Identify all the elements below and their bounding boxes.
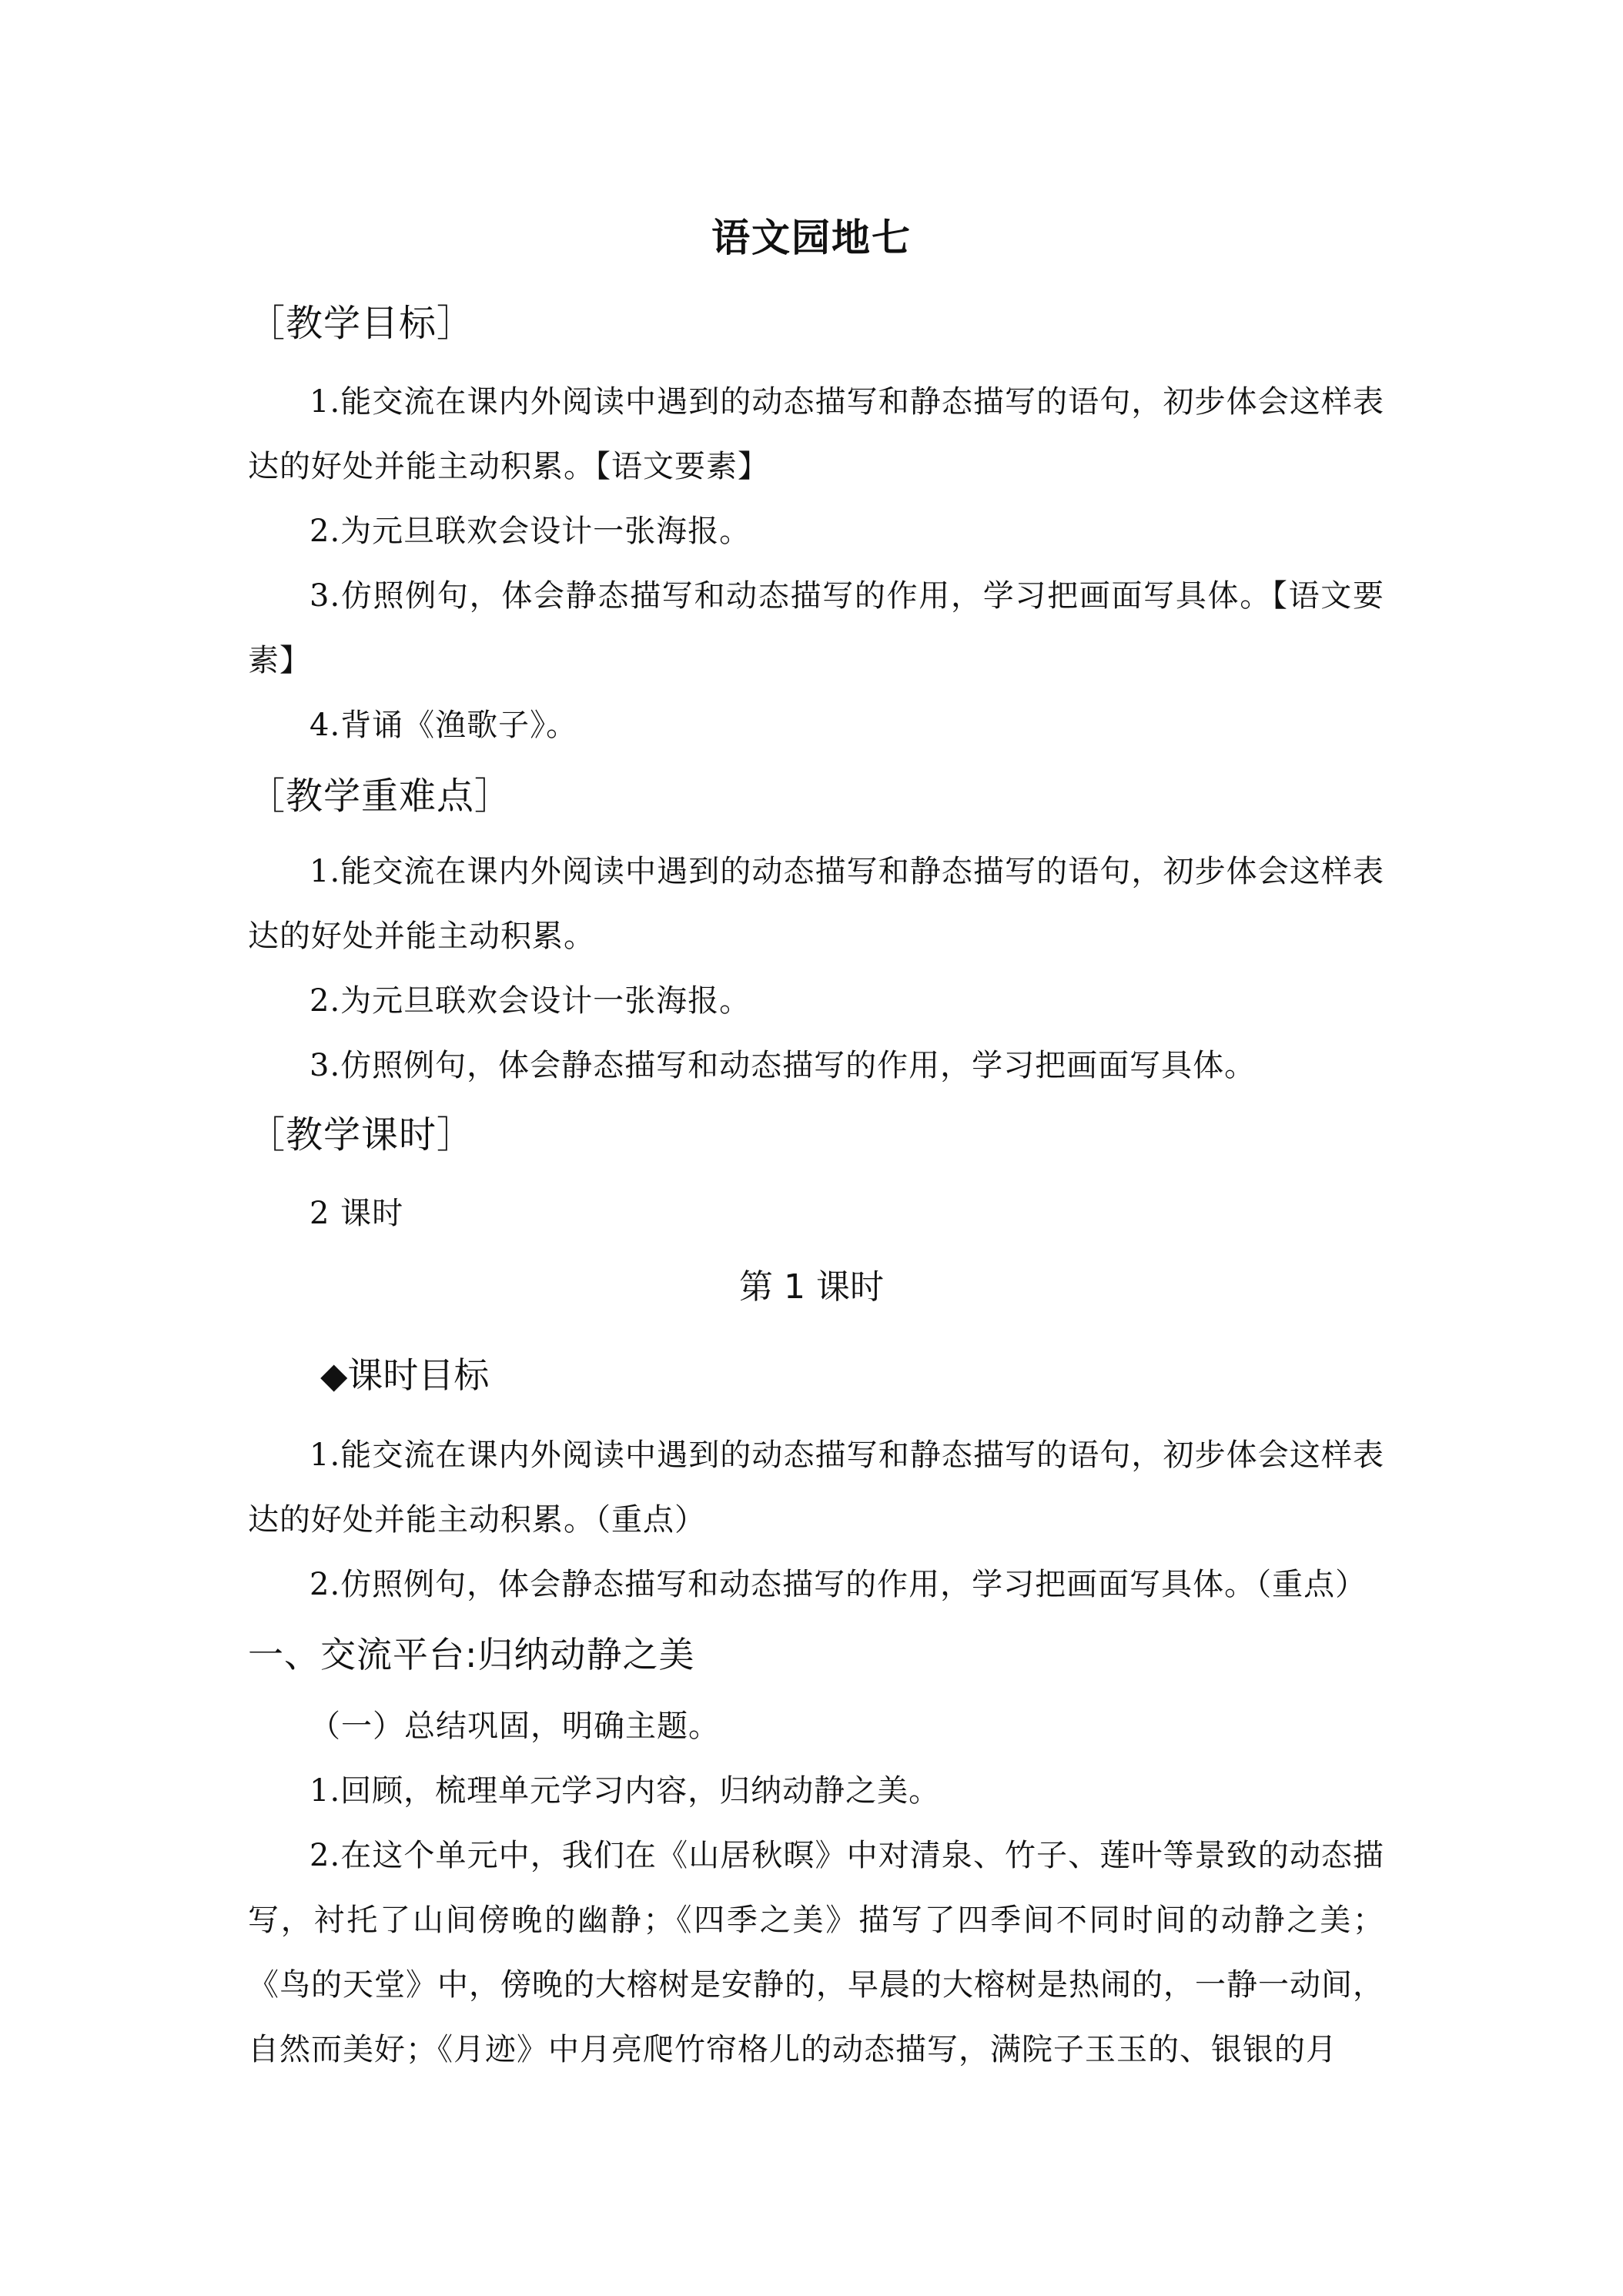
objective-item: 3.仿照例句，体会静态描写和动态描写的作用，学习把画面写具体。【语文要素】 — [248, 578, 1384, 678]
objectives-heading: ［教学目标］ — [248, 302, 475, 345]
key-point-item: 3.仿照例句，体会静态描写和动态描写的作用，学习把画面写具体。 — [310, 1048, 1257, 1083]
part-item: 1.回顾，梳理单元学习内容，归纳动静之美。 — [310, 1773, 941, 1809]
lesson-title: 第 1 课时 — [739, 1267, 884, 1307]
lesson-goals-heading: ◆课时目标 — [320, 1354, 490, 1396]
lesson-goal-item: 1.能交流在课内外阅读中遇到的动态描写和静态描写的语句，初步体会这样表达的好处并能主动积累。（重点） — [248, 1438, 1384, 1538]
objective-item: 2.为元旦联欢会设计一张海报。 — [310, 514, 751, 549]
part-item: （一）总结巩固，明确主题。 — [310, 1709, 720, 1744]
objective-item: 4.背诵《渔歌子》。 — [310, 708, 578, 743]
part-item: 2.在这个单元中，我们在《山居秋暝》中对清泉、竹子、莲叶等景致的动态描写，衬托了山间傍晚的幽静；《四季之美》描写了四季间不同时间的动静之美；《鸟的天堂》中，傍晚的大榕树是安静的，早晨的大榕树是热闹的，一静一动间，自然而美好；《月迹》中月亮爬竹帘格儿的动态描写，满院子玉玉的、银银的月 — [248, 1838, 1384, 2067]
objective-item: 1.能交流在课内外阅读中遇到的动态描写和静态描写的语句，初步体会这样表达的好处并能主动积累。【语文要素】 — [248, 384, 1384, 484]
part-heading: 一、交流平台:归纳动静之美 — [248, 1634, 695, 1675]
periods-value: 2 课时 — [310, 1196, 404, 1231]
key-point-item: 1.能交流在课内外阅读中遇到的动态描写和静态描写的语句，初步体会这样表达的好处并能主动积累。 — [248, 854, 1384, 954]
periods-heading: ［教学课时］ — [248, 1113, 475, 1156]
key-point-item: 2.为元旦联欢会设计一张海报。 — [310, 983, 751, 1019]
key-points-heading: ［教学重难点］ — [248, 775, 513, 818]
document-title: 语文园地七 — [711, 216, 912, 260]
lesson-goal-item: 2.仿照例句，体会静态描写和动态描写的作用，学习把画面写具体。（重点） — [310, 1567, 1367, 1602]
